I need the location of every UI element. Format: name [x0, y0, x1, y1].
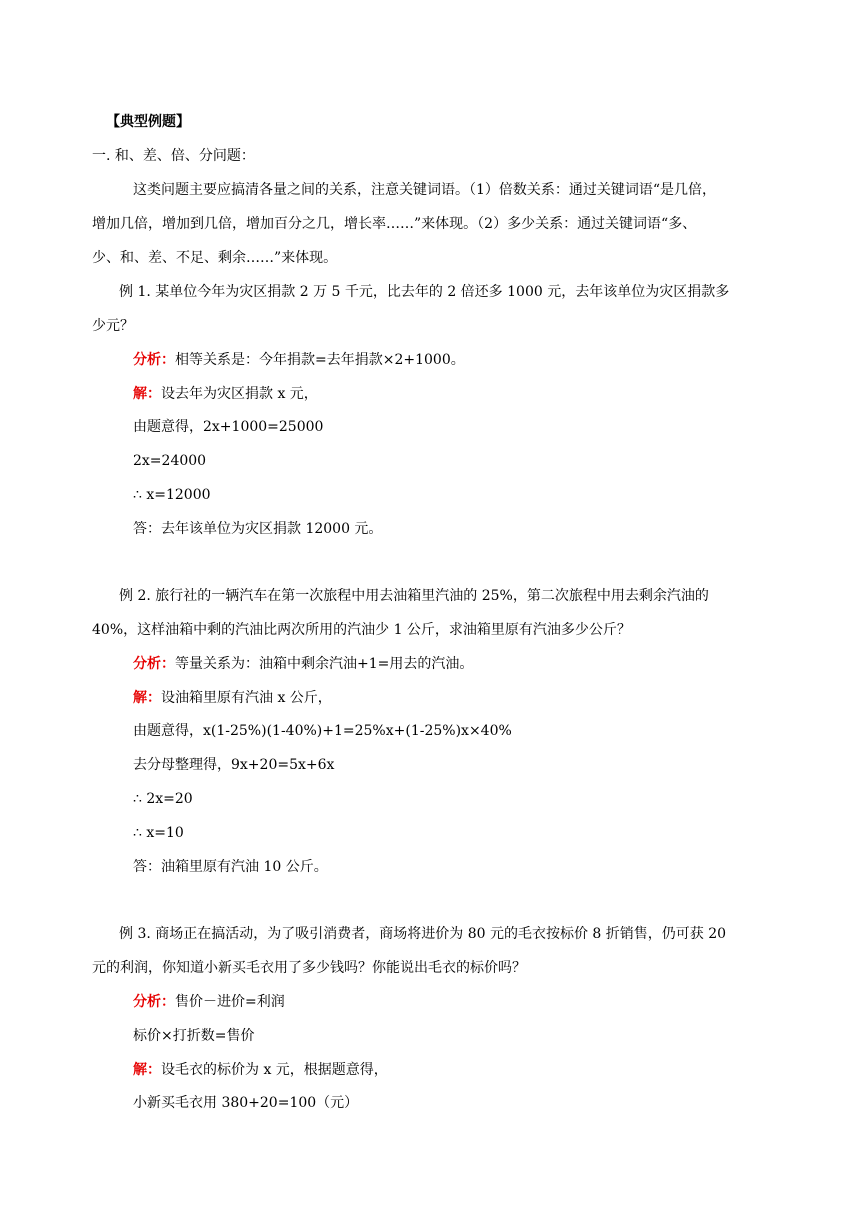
- example2-analysis-text: 等量关系为：油箱中剩余汽油+1=用去的汽油。: [175, 656, 474, 672]
- section-heading: 【典型例题】: [106, 114, 190, 130]
- section-title: 一. 和、差、倍、分问题：: [92, 148, 255, 164]
- example2-solution: [133, 689, 332, 707]
- example3-solution: [133, 1061, 388, 1079]
- analysis-label: 分析：: [133, 994, 175, 1010]
- example2-step-3: ∴ 2x=20: [133, 791, 193, 807]
- example1-step-1: 由题意得，2x+1000=25000: [133, 419, 324, 435]
- solution-label: 解：: [133, 690, 161, 706]
- intro-line-2: 增加几倍，增加到几倍，增加百分之几，增长率……”来体现。（2）多少关系：通过关键词语“多、: [92, 216, 697, 232]
- example3-question-line-1: 例 3. 商场正在搞活动，为了吸引消费者，商场将进价为 80 元的毛衣按标价 8 折销售，仍可获 20: [119, 926, 727, 942]
- example2-question-line-1: 例 2. 旅行社的一辆汽车在第一次旅程中用去油箱里汽油的 25%，第二次旅程中用去剩余汽油的: [119, 588, 709, 604]
- analysis-label: 分析：: [133, 656, 175, 672]
- intro-line-3: 少、和、差、不足、剩余……”来体现。: [92, 250, 338, 266]
- example1-answer: 答：去年该单位为灾区捐款 12000 元。: [133, 521, 383, 537]
- example1-question-line-1: 例 1. 某单位今年为灾区捐款 2 万 5 千元，比去年的 2 倍还多 1000 元，去年该单位为灾区捐款多: [119, 284, 730, 300]
- example2-step-2: 去分母整理得，9x+20=5x+6x: [133, 757, 335, 773]
- example3-step-1: 小新买毛衣用 380+20=100（元）: [133, 1095, 359, 1111]
- example2-solution-text: 设油箱里原有汽油 x 公斤，: [161, 690, 332, 706]
- example1-question-line-2: 少元？: [92, 318, 134, 334]
- example1-analysis-text: 相等关系是：今年捐款=去年捐款×2+1000。: [175, 352, 465, 368]
- example2-answer: 答：油箱里原有汽油 10 公斤。: [133, 859, 328, 875]
- intro-line-1: 这类问题主要应搞清各量之间的关系，注意关键词语。（1）倍数关系：通过关键词语“是几倍，: [133, 182, 717, 198]
- example2-step-1: 由题意得，x(1-25%)(1-40%)+1=25%x+(1-25%)x×40%: [133, 723, 512, 739]
- example3-analysis: [133, 993, 285, 1011]
- example3-analysis-text: 售价－进价=利润: [175, 994, 285, 1010]
- example1-analysis: [133, 351, 465, 369]
- example2-question-line-2: 40%，这样油箱中剩的汽油比两次所用的汽油少 1 公斤，求油箱里原有汽油多少公斤？: [92, 622, 631, 638]
- example2-step-4: ∴ x=10: [133, 825, 184, 841]
- example2-analysis: [133, 655, 473, 673]
- example3-relation: 标价×打折数=售价: [133, 1028, 255, 1044]
- analysis-label: 分析：: [133, 352, 175, 368]
- solution-label: 解：: [133, 386, 161, 402]
- example1-solution: [133, 385, 318, 403]
- example1-solution-text: 设去年为灾区捐款 x 元，: [161, 386, 318, 402]
- example3-question-line-2: 元的利润，你知道小新买毛衣用了多少钱吗？你能说出毛衣的标价吗？: [92, 960, 526, 976]
- example1-step-2: 2x=24000: [133, 453, 207, 469]
- example1-step-3: ∴ x=12000: [133, 487, 211, 503]
- example3-solution-text: 设毛衣的标价为 x 元，根据题意得，: [161, 1062, 388, 1078]
- solution-label: 解：: [133, 1062, 161, 1078]
